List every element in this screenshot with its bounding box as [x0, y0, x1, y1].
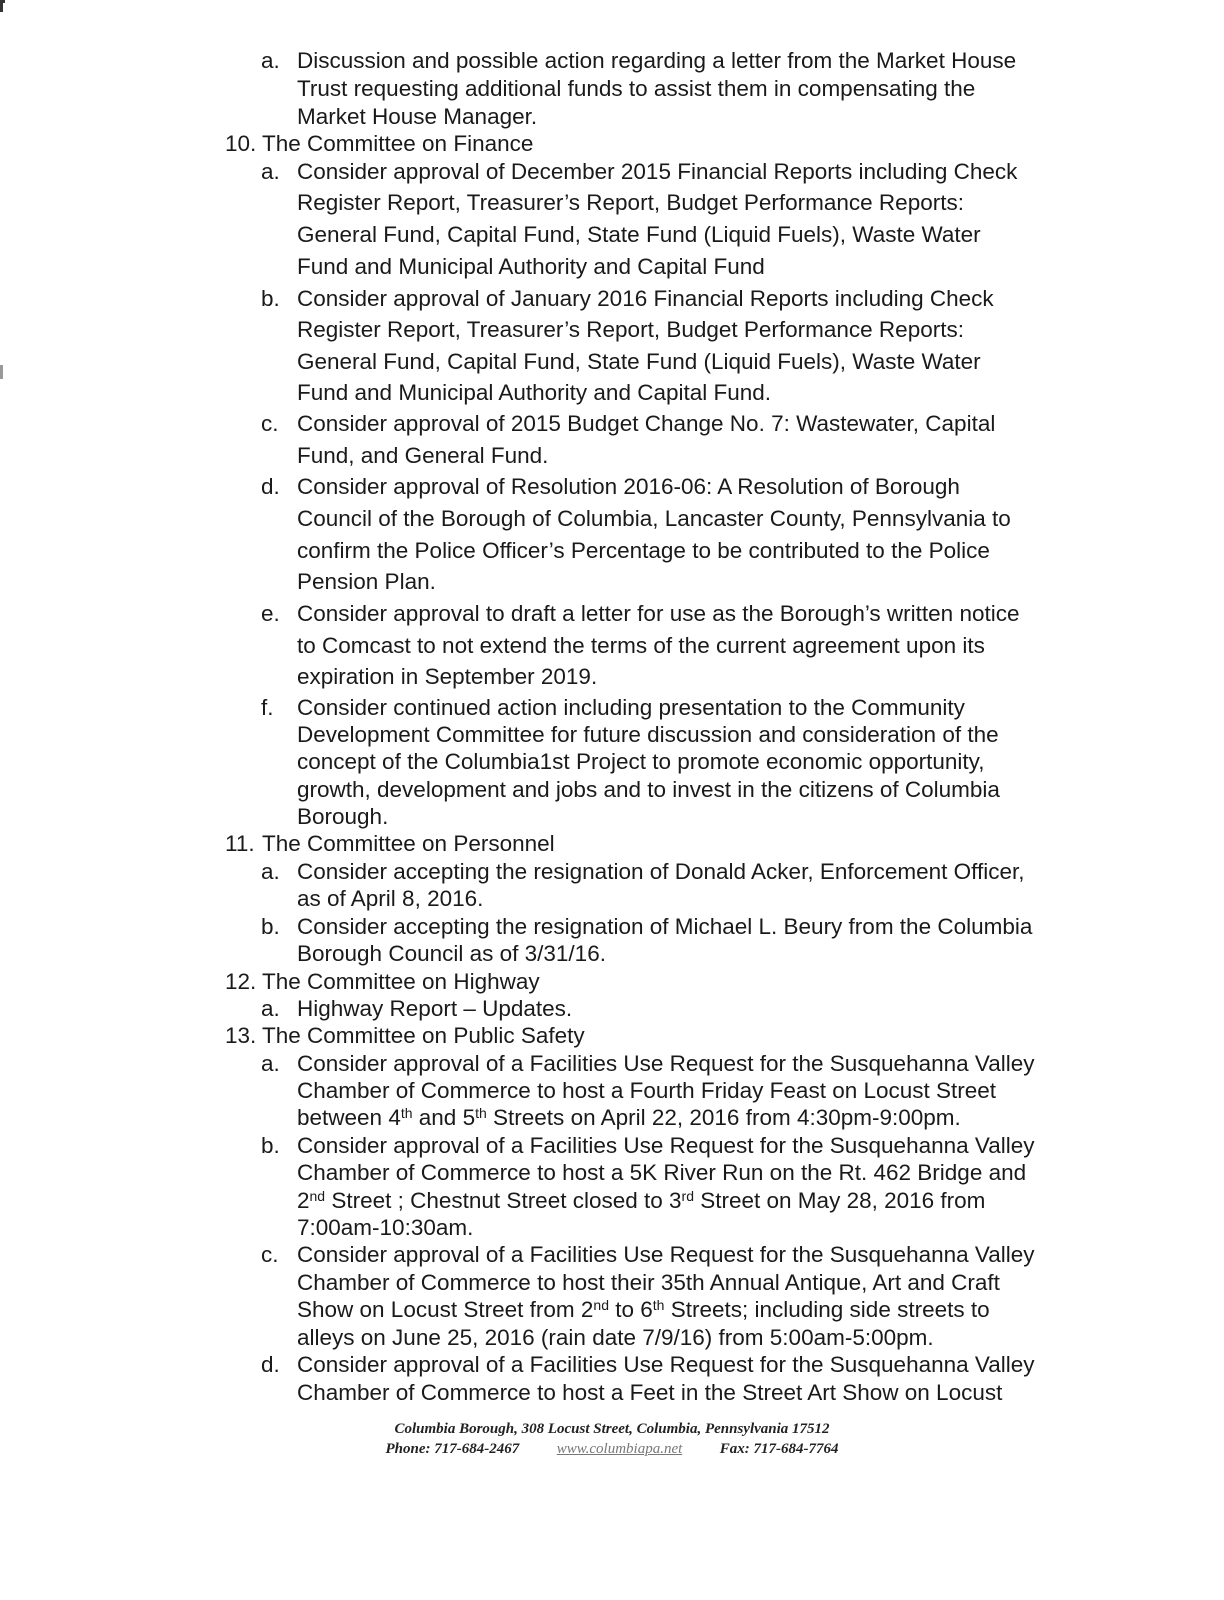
item-text-line: Borough. — [297, 804, 389, 829]
item-text-line: Consider approval of a Facilities Use Request for the Susquehanna Valley — [297, 1051, 1035, 1076]
section-number: 10. — [225, 131, 257, 156]
footer-address: Columbia Borough, 308 Locust Street, Columbia, Pennsylvania 17512 — [394, 1421, 830, 1437]
item-text-line: Consider approval of a Facilities Use Request for the Susquehanna Valley — [297, 1352, 1035, 1377]
item-text-line: Consider continued action including presentation to the Community — [297, 695, 965, 720]
item-marker: c. — [261, 411, 279, 436]
section-number: 13. — [225, 1023, 257, 1048]
item-text-line: to Comcast to not extend the terms of the current agreement upon its — [297, 633, 985, 658]
section-heading: The Committee on Personnel — [262, 831, 555, 856]
item-marker: d. — [261, 474, 280, 499]
item-text-line: expiration in September 2019. — [297, 664, 598, 689]
item-text-line: Fund and Municipal Authority and Capital Fund. — [297, 380, 772, 405]
item-text-line: Consider approval of 2015 Budget Change No. 7: Wastewater, Capital — [297, 411, 996, 436]
scan-corner-mark — [0, 0, 5, 12]
item-marker: a. — [261, 859, 280, 884]
item-text-line: as of April 8, 2016. — [297, 886, 484, 911]
item-text-line: Consider approval of a Facilities Use Request for the Susquehanna Valley — [297, 1133, 1035, 1158]
item-text-line: Consider approval of January 2016 Financial Reports including Check — [297, 286, 994, 311]
footer-phone: Phone: 717-684-2467 — [385, 1441, 520, 1457]
item-marker: c. — [261, 1242, 279, 1267]
section-heading: The Committee on Highway — [262, 969, 540, 994]
item-marker: d. — [261, 1352, 280, 1377]
item-text-line: Chamber of Commerce to host a Fourth Friday Feast on Locust Street — [297, 1078, 997, 1103]
item-marker: a. — [261, 996, 280, 1021]
item-text-line: Highway Report – Updates. — [297, 996, 573, 1021]
item-marker: e. — [261, 601, 280, 626]
item-text-line: Consider approval of a Facilities Use Request for the Susquehanna Valley — [297, 1242, 1035, 1267]
item-text-line: Consider approval to draft a letter for use as the Borough’s written notice — [297, 601, 1020, 626]
item-text-line: Chamber of Commerce to host their 35th Annual Antique, Art and Craft — [297, 1270, 1000, 1295]
item-text-line: Trust requesting additional funds to assist them in compensating the — [297, 76, 976, 101]
item-text-line: Fund, and General Fund. — [297, 443, 549, 468]
item-marker: b. — [261, 914, 280, 939]
item-marker: a. — [261, 1051, 280, 1076]
section-heading: The Committee on Finance — [262, 131, 534, 156]
scan-edge-mark — [0, 365, 3, 379]
item-text-line: Register Report, Treasurer’s Report, Budget Performance Reports: — [297, 317, 964, 342]
item-text-line: General Fund, Capital Fund, State Fund (Liquid Fuels), Waste Water — [297, 349, 981, 374]
item-text-line: alleys on June 25, 2016 (rain date 7/9/16) from 5:00am-5:00pm. — [297, 1325, 934, 1350]
item-text-line: Chamber of Commerce to host a Feet in the Street Art Show on Locust — [297, 1380, 1003, 1405]
item-text-line: confirm the Police Officer’s Percentage to be contributed to the Police — [297, 538, 990, 563]
section-number: 11. — [225, 831, 255, 856]
item-text-line: General Fund, Capital Fund, State Fund (Liquid Fuels), Waste Water — [297, 222, 981, 247]
item-text-line: growth, development and jobs and to invest in the citizens of Columbia — [297, 777, 1000, 802]
item-marker: b. — [261, 286, 280, 311]
item-text-line: Consider accepting the resignation of Donald Acker, Enforcement Officer, — [297, 859, 1025, 884]
item-text-line: 2nd Street ; Chestnut Street closed to 3rd Street on May 28, 2016 from — [297, 1188, 986, 1213]
item-text-line: Register Report, Treasurer’s Report, Budget Performance Reports: — [297, 190, 964, 215]
footer-contact — [0, 1441, 1224, 1458]
item-text-line: Council of the Borough of Columbia, Lancaster County, Pennsylvania to — [297, 506, 1011, 531]
item-text-line: between 4th and 5th Streets on April 22, 2016 from 4:30pm-9:00pm. — [297, 1105, 961, 1130]
item-text-line: Show on Locust Street from 2nd to 6th Streets; including side streets to — [297, 1297, 990, 1322]
item-text-line: Borough Council as of 3/31/16. — [297, 941, 606, 966]
item-text-line: Consider accepting the resignation of Michael L. Beury from the Columbia — [297, 914, 1033, 939]
item-text-line: Development Committee for future discussion and consideration of the — [297, 722, 999, 747]
item-text-line: Consider approval of December 2015 Financial Reports including Check — [297, 159, 1018, 184]
item-marker: a. — [261, 48, 280, 73]
item-marker: f. — [261, 695, 274, 720]
item-marker: b. — [261, 1133, 280, 1158]
item-text-line: Market House Manager. — [297, 104, 538, 129]
section-number: 12. — [225, 969, 257, 994]
item-marker: a. — [261, 159, 280, 184]
footer-fax: Fax: 717-684-7764 — [719, 1441, 839, 1457]
footer-website-link[interactable]: www.columbiapa.net — [556, 1441, 683, 1457]
item-text-line: concept of the Columbia1st Project to promote economic opportunity, — [297, 749, 985, 774]
section-heading: The Committee on Public Safety — [262, 1023, 585, 1048]
item-text-line: Chamber of Commerce to host a 5K River Run on the Rt. 462 Bridge and — [297, 1160, 1027, 1185]
item-text-line: Fund and Municipal Authority and Capital Fund — [297, 254, 765, 279]
item-text-line: 7:00am-10:30am. — [297, 1215, 474, 1240]
item-text-line: Discussion and possible action regarding a letter from the Market House — [297, 48, 1017, 73]
item-text-line: Pension Plan. — [297, 569, 436, 594]
item-text-line: Consider approval of Resolution 2016-06: A Resolution of Borough — [297, 474, 960, 499]
